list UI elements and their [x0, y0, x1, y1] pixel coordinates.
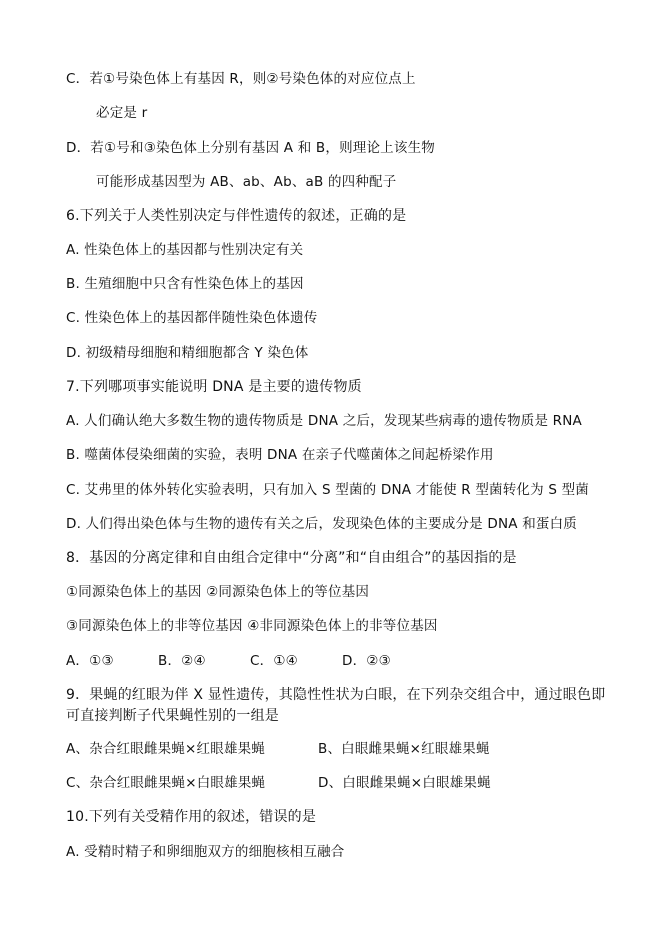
- question-9-option-d: D、白眼雌果蝇×白眼雄果蝇: [318, 775, 491, 791]
- option-c-continued: 必定是 r: [96, 105, 148, 121]
- question-9: 9．果蝇的红眼为伴 X 显性遗传，其隐性性状为白眼，在下列杂交组合中，通过眼色即: [66, 687, 606, 703]
- question-8-statements-1: ①同源染色体上的基因 ②同源染色体上的等位基因: [66, 584, 370, 600]
- question-8-option-a: A．①③: [66, 653, 114, 669]
- question-9-options-ab: [66, 740, 490, 758]
- question-6-option-b: B. 生殖细胞中只含有性染色体上的基因: [66, 276, 304, 292]
- question-7-option-c: C. 艾弗里的体外转化实验表明，只有加入 S 型菌的 DNA 才能使 R 型菌转化为 S 型菌: [66, 482, 589, 498]
- question-7-option-a: A. 人们确认绝大多数生物的遗传物质是 DNA 之后，发现某些病毒的遗传物质是 RNA: [66, 413, 582, 429]
- question-8-option-c: C．①④: [250, 653, 298, 669]
- question-8-option-d: D．②③: [342, 653, 391, 669]
- question-6-option-d: D. 初级精母细胞和精细胞都含 Y 染色体: [66, 345, 309, 361]
- question-6-option-c: C. 性染色体上的基因都伴随性染色体遗传: [66, 310, 318, 326]
- option-c-line: C．若①号染色体上有基因 R，则②号染色体的对应位点上: [66, 71, 416, 87]
- question-9-option-c: C、杂合红眼雌果蝇×白眼雄果蝇: [66, 775, 266, 791]
- question-6: 6.下列关于人类性别决定与伴性遗传的叙述，正确的是: [66, 208, 407, 224]
- question-9-option-b: B、白眼雌果蝇×红眼雄果蝇: [318, 741, 490, 757]
- question-8-options: [66, 652, 391, 670]
- question-9-options-cd: [66, 774, 491, 792]
- question-9-continued: 可直接判断子代果蝇性别的一组是: [66, 708, 279, 724]
- question-9-option-a: A、杂合红眼雌果蝇×红眼雄果蝇: [66, 741, 266, 757]
- question-7: 7.下列哪项事实能说明 DNA 是主要的遗传物质: [66, 379, 362, 395]
- question-8-option-b: B．②④: [158, 653, 206, 669]
- question-10: 10.下列有关受精作用的叙述，错误的是: [66, 809, 317, 825]
- option-d-continued: 可能形成基因型为 AB、ab、Ab、aB 的四种配子: [96, 174, 397, 190]
- question-6-option-a: A. 性染色体上的基因都与性别决定有关: [66, 242, 304, 258]
- question-8: 8．基因的分离定律和自由组合定律中“分离”和“自由组合”的基因指的是: [66, 550, 517, 566]
- option-d-line: D．若①号和③染色体上分别有基因 A 和 B，则理论上该生物: [66, 140, 435, 156]
- question-8-statements-2: ③同源染色体上的非等位基因 ④非同源染色体上的非等位基因: [66, 618, 438, 634]
- question-7-option-d: D. 人们得出染色体与生物的遗传有关之后，发现染色体的主要成分是 DNA 和蛋白质: [66, 516, 577, 532]
- question-10-option-a: A. 受精时精子和卵细胞双方的细胞核相互融合: [66, 844, 345, 860]
- question-7-option-b: B. 噬菌体侵染细菌的实验，表明 DNA 在亲子代噬菌体之间起桥梁作用: [66, 447, 494, 463]
